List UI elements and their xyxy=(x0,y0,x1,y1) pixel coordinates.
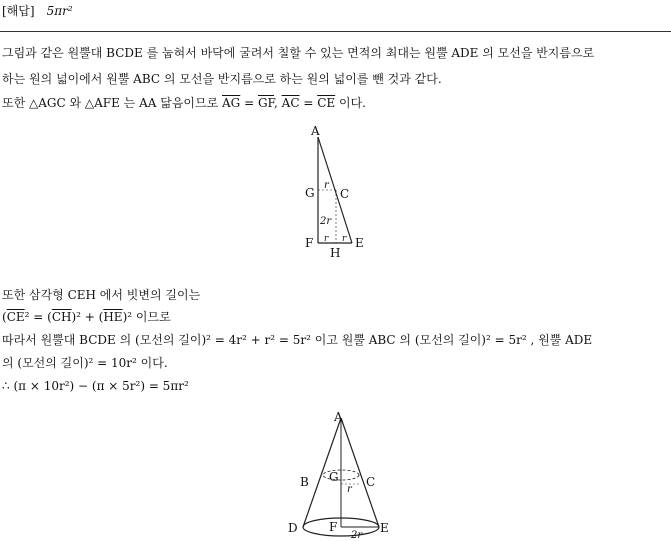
figure-right-triangle xyxy=(300,120,380,260)
explanation-line-2: 하는 원의 넓이에서 원뿔 ABC 의 모선을 반지름으로 하는 원의 넓이를 뺀 것과 같다. xyxy=(2,72,442,86)
fig2-label-2r: 2r xyxy=(351,530,363,541)
answer-value: 5πr² xyxy=(46,4,73,18)
segment-ch: $\overline{CH}$ xyxy=(51,310,72,324)
fig2-label-r: r xyxy=(347,484,352,495)
fig1-label-h: H xyxy=(330,246,341,260)
fig1-label-2r: 2r xyxy=(320,216,332,227)
fig2-label-e: E xyxy=(380,521,389,535)
fig1-label-e: E xyxy=(355,236,364,250)
line3-prefix: 또한 △AGC 와 △AFE 는 AA 닮음이므로 xyxy=(2,96,223,110)
equals-1: = xyxy=(240,96,258,110)
fig2-label-c: C xyxy=(366,475,376,489)
answer-label: [해답] xyxy=(2,4,35,18)
fig2-label-a: A xyxy=(334,410,343,424)
fig1-label-r-upper: r xyxy=(324,180,329,191)
line3-suffix: 이다. xyxy=(335,96,366,110)
fig1-label-r-bottom1: r xyxy=(324,234,329,244)
header-divider xyxy=(0,31,671,32)
fig1-label-f: F xyxy=(305,236,314,250)
answer-header xyxy=(2,2,73,19)
segment-he: $\overline{HE}$ xyxy=(103,310,123,324)
figure-truncated-cone xyxy=(280,404,400,541)
line5-open: ( xyxy=(2,310,7,324)
fig1-label-r-bottom2: r xyxy=(342,234,347,244)
explanation-line-1: 그림과 같은 원뿔대 BCDE 를 눕혀서 바닥에 굴려서 칠할 수 있는 면적의 최대는 원뿔 ADE 의 모선을 반지름으로 xyxy=(2,46,595,60)
explanation-line-5 xyxy=(2,309,171,325)
comma: , xyxy=(274,96,282,110)
fig1-label-g: G xyxy=(305,186,315,200)
equals-2: = xyxy=(299,96,318,110)
line5-part1: ² = ( xyxy=(24,310,52,324)
segment-ce-2: $\overline{CE}$ xyxy=(6,310,25,324)
fig2-label-f: F xyxy=(329,520,338,534)
line5-part2: )² + ( xyxy=(71,310,104,324)
segment-gf: $\overline{GF}$ xyxy=(257,96,275,110)
fig2-label-b: B xyxy=(300,475,309,489)
segment-ce: $\overline{CE}$ xyxy=(317,96,336,110)
explanation-line-8: ∴ (π × 10r²) − (π × 5r²) = 5πr² xyxy=(2,379,189,393)
explanation-line-4: 또한 삼각형 CEH 에서 빗변의 길이는 xyxy=(2,288,201,302)
fig2-label-d: D xyxy=(288,521,298,535)
fig2-label-g: G xyxy=(329,470,339,484)
explanation-line-7: 의 (모선의 길이)² = 10r² 이다. xyxy=(2,356,168,370)
explanation-line-6: 따라서 원뿔대 BCDE 의 (모선의 길이)² = 4r² + r² = 5r² 이고 원뿔 ABC 의 (모선의 길이)² = 5r² , 원뿔 ADE xyxy=(2,333,593,347)
line5-part3: )² 이므로 xyxy=(122,310,171,324)
explanation-line-3 xyxy=(2,95,366,111)
fig1-label-c: C xyxy=(340,187,350,201)
fig1-label-a: A xyxy=(311,124,320,138)
segment-ac: $\overline{AC}$ xyxy=(281,96,300,110)
segment-ag: $\overline{AG}$ xyxy=(222,96,241,110)
